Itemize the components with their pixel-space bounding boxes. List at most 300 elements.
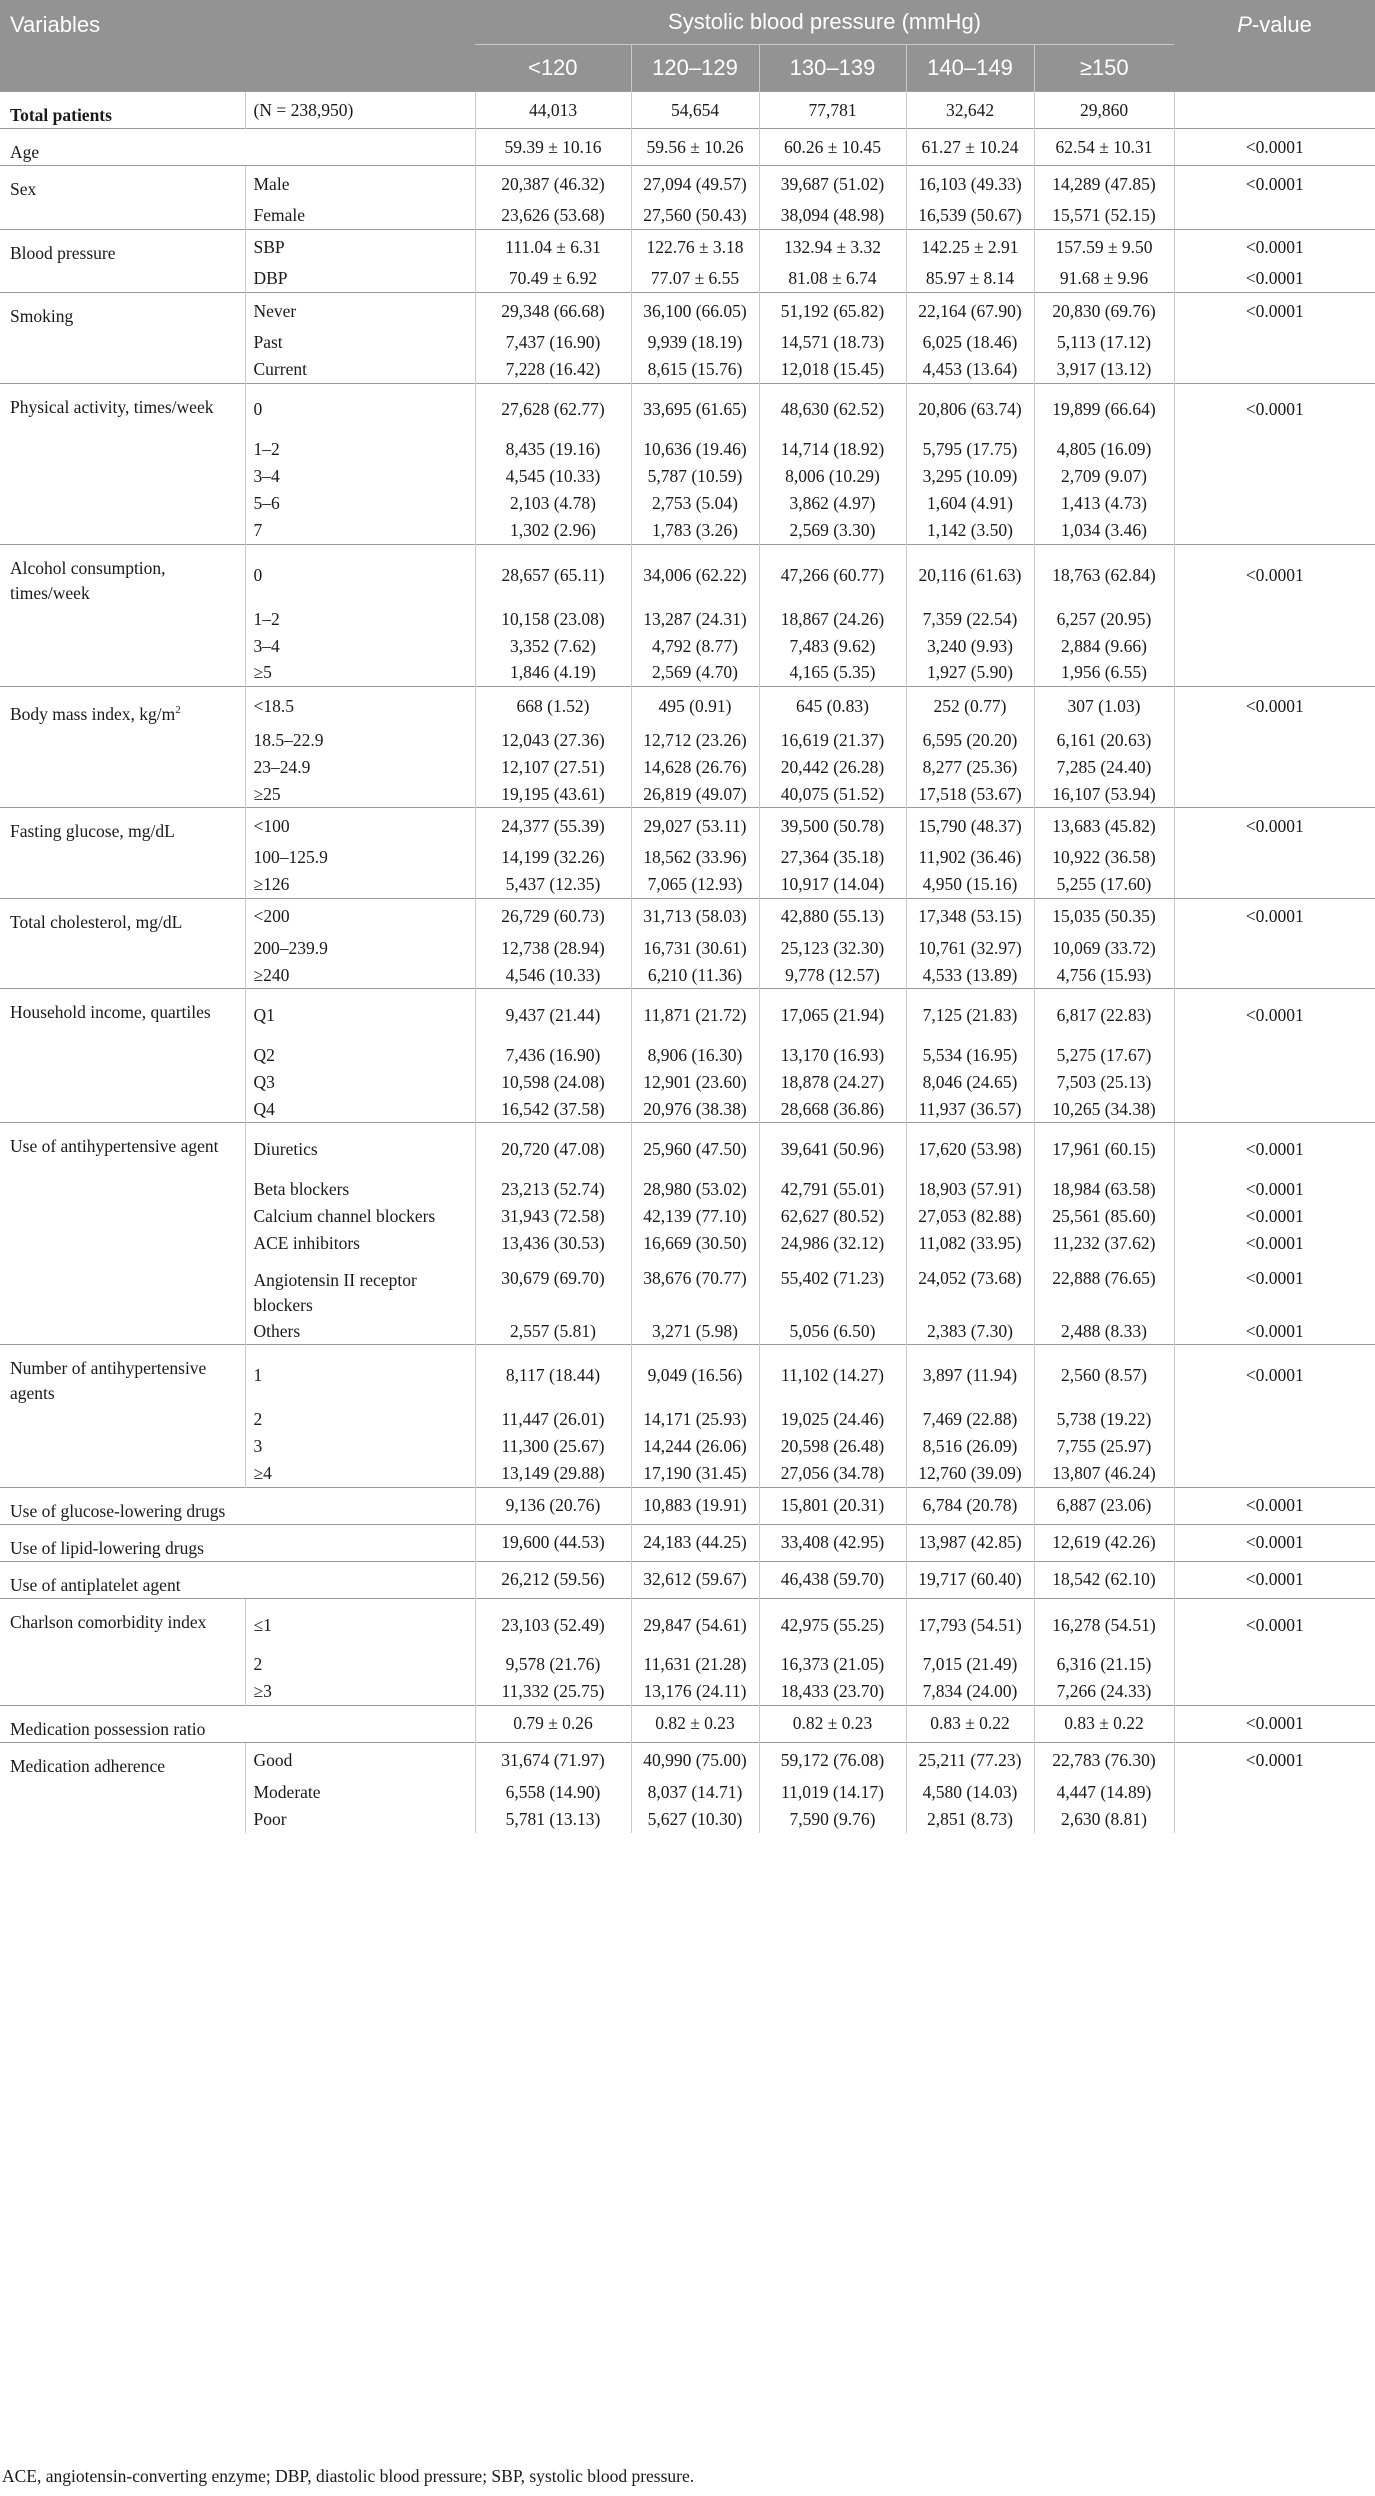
value-cell: 7,015 (21.49) bbox=[906, 1651, 1034, 1678]
subcategory-label: ≥25 bbox=[245, 781, 475, 808]
table-row bbox=[0, 660, 1375, 687]
variable-label bbox=[0, 266, 245, 293]
variable-label bbox=[0, 1742, 245, 1779]
table-row bbox=[0, 356, 1375, 383]
value-cell: 8,615 (15.76) bbox=[631, 356, 759, 383]
sbp-category-header: 140–149 bbox=[906, 45, 1034, 92]
value-cell: 11,019 (14.17) bbox=[759, 1779, 906, 1806]
value-cell: 9,939 (18.19) bbox=[631, 329, 759, 356]
value-cell: 6,161 (20.63) bbox=[1034, 727, 1174, 754]
variable-label bbox=[0, 1779, 245, 1806]
value-cell: 16,107 (53.94) bbox=[1034, 781, 1174, 808]
subcategory-label: 23–24.9 bbox=[245, 754, 475, 781]
value-cell: 31,713 (58.03) bbox=[631, 898, 759, 935]
variable-label bbox=[0, 517, 245, 544]
value-cell: 13,176 (24.11) bbox=[631, 1678, 759, 1705]
p-value-cell bbox=[1174, 844, 1375, 871]
value-cell: 28,668 (36.86) bbox=[759, 1096, 906, 1123]
value-cell: 18,867 (24.26) bbox=[759, 606, 906, 633]
value-cell: 85.97 ± 8.14 bbox=[906, 266, 1034, 293]
table-row bbox=[0, 92, 1375, 129]
subcategory-label: 2 bbox=[245, 1406, 475, 1433]
value-cell: 17,190 (31.45) bbox=[631, 1460, 759, 1487]
value-cell: 15,571 (52.15) bbox=[1034, 202, 1174, 229]
subcategory-label: ≥126 bbox=[245, 871, 475, 898]
subcategory-label: Angiotensin II receptor blockers bbox=[245, 1257, 475, 1318]
p-value-cell bbox=[1174, 517, 1375, 544]
value-cell: 8,117 (18.44) bbox=[475, 1345, 631, 1407]
p-value-cell: <0.0001 bbox=[1174, 229, 1375, 266]
variable-label bbox=[0, 989, 245, 1042]
value-cell: 9,578 (21.76) bbox=[475, 1651, 631, 1678]
value-cell: 9,136 (20.76) bbox=[475, 1487, 631, 1524]
variable-label bbox=[0, 1598, 245, 1651]
sbp-group-header: Systolic blood pressure (mmHg) bbox=[475, 0, 1174, 45]
p-letter: P bbox=[1237, 12, 1252, 37]
subcategory-label: Current bbox=[245, 356, 475, 383]
value-cell: 11,937 (36.57) bbox=[906, 1096, 1034, 1123]
variable-label bbox=[0, 606, 245, 633]
p-value-cell: <0.0001 bbox=[1174, 1318, 1375, 1345]
table-row bbox=[0, 517, 1375, 544]
value-cell: 9,437 (21.44) bbox=[475, 989, 631, 1042]
table-row bbox=[0, 1524, 1375, 1561]
value-cell: 62.54 ± 10.31 bbox=[1034, 129, 1174, 166]
variable-label bbox=[0, 1651, 245, 1678]
value-cell: 10,265 (34.38) bbox=[1034, 1096, 1174, 1123]
value-cell: 1,956 (6.55) bbox=[1034, 660, 1174, 687]
value-cell: 31,674 (71.97) bbox=[475, 1742, 631, 1779]
value-cell: 12,043 (27.36) bbox=[475, 727, 631, 754]
value-cell: 18,878 (24.27) bbox=[759, 1069, 906, 1096]
value-cell: 7,755 (25.97) bbox=[1034, 1433, 1174, 1460]
value-cell: 10,761 (32.97) bbox=[906, 935, 1034, 962]
value-cell: 42,139 (77.10) bbox=[631, 1203, 759, 1230]
value-cell: 29,860 bbox=[1034, 92, 1174, 129]
value-cell: 0.83 ± 0.22 bbox=[1034, 1705, 1174, 1742]
value-cell: 7,065 (12.93) bbox=[631, 871, 759, 898]
p-value-cell bbox=[1174, 871, 1375, 898]
value-cell: 5,627 (10.30) bbox=[631, 1806, 759, 1833]
value-cell: 10,636 (19.46) bbox=[631, 436, 759, 463]
variable-text: Age bbox=[10, 142, 40, 162]
p-value-cell bbox=[1174, 1460, 1375, 1487]
value-cell: 13,287 (24.31) bbox=[631, 606, 759, 633]
value-cell: 1,142 (3.50) bbox=[906, 517, 1034, 544]
value-cell: 7,266 (24.33) bbox=[1034, 1678, 1174, 1705]
variable-label bbox=[0, 544, 245, 606]
value-cell: 28,657 (65.11) bbox=[475, 544, 631, 606]
value-cell: 4,580 (14.03) bbox=[906, 1779, 1034, 1806]
value-cell: 61.27 ± 10.24 bbox=[906, 129, 1034, 166]
p-value-cell: <0.0001 bbox=[1174, 1176, 1375, 1203]
variable-label bbox=[0, 129, 475, 166]
value-cell: 27,560 (50.43) bbox=[631, 202, 759, 229]
value-cell: 81.08 ± 6.74 bbox=[759, 266, 906, 293]
p-value-cell bbox=[1174, 329, 1375, 356]
value-cell: 42,791 (55.01) bbox=[759, 1176, 906, 1203]
p-value-cell bbox=[1174, 606, 1375, 633]
subcategory-label: 1–2 bbox=[245, 606, 475, 633]
table-row bbox=[0, 1651, 1375, 1678]
value-cell: 22,783 (76.30) bbox=[1034, 1742, 1174, 1779]
p-value-cell bbox=[1174, 436, 1375, 463]
variable-label bbox=[0, 463, 245, 490]
variable-text: Medication possession ratio bbox=[10, 1718, 206, 1739]
variable-text: Total patients bbox=[10, 105, 112, 125]
variable-label bbox=[0, 871, 245, 898]
p-value-cell bbox=[1174, 727, 1375, 754]
p-value-cell bbox=[1174, 1651, 1375, 1678]
sbp-category-header: ≥150 bbox=[1034, 45, 1174, 92]
subcategory-label: 18.5–22.9 bbox=[245, 727, 475, 754]
value-cell: 29,348 (66.68) bbox=[475, 293, 631, 330]
variable-label bbox=[0, 329, 245, 356]
table-row bbox=[0, 383, 1375, 436]
variable-label bbox=[0, 436, 245, 463]
value-cell: 3,295 (10.09) bbox=[906, 463, 1034, 490]
subcategory-label: 7 bbox=[245, 517, 475, 544]
p-value-cell bbox=[1174, 1779, 1375, 1806]
value-cell: 1,302 (2.96) bbox=[475, 517, 631, 544]
p-value-cell: <0.0001 bbox=[1174, 1123, 1375, 1176]
subcategory-label: Good bbox=[245, 1742, 475, 1779]
value-cell: 38,094 (48.98) bbox=[759, 202, 906, 229]
subcategory-label: 5–6 bbox=[245, 490, 475, 517]
value-cell: 22,888 (76.65) bbox=[1034, 1257, 1174, 1318]
value-cell: 2,488 (8.33) bbox=[1034, 1318, 1174, 1345]
table-row bbox=[0, 1406, 1375, 1433]
variable-label bbox=[0, 1230, 245, 1257]
variable-text: Sex bbox=[10, 179, 37, 199]
value-cell: 4,545 (10.33) bbox=[475, 463, 631, 490]
variable-label bbox=[0, 1042, 245, 1069]
variable-text: Smoking bbox=[10, 306, 74, 326]
value-cell: 2,383 (7.30) bbox=[906, 1318, 1034, 1345]
variable-label bbox=[0, 1487, 475, 1524]
value-cell: 17,348 (53.15) bbox=[906, 898, 1034, 935]
variable-text: Body mass index, kg/m bbox=[10, 703, 176, 724]
value-cell: 23,213 (52.74) bbox=[475, 1176, 631, 1203]
variable-label bbox=[0, 962, 245, 989]
p-value-cell bbox=[1174, 202, 1375, 229]
p-value-cell: <0.0001 bbox=[1174, 687, 1375, 727]
value-cell: 307 (1.03) bbox=[1034, 687, 1174, 727]
value-cell: 8,037 (14.71) bbox=[631, 1779, 759, 1806]
value-cell: 39,687 (51.02) bbox=[759, 166, 906, 203]
value-cell: 23,103 (52.49) bbox=[475, 1598, 631, 1651]
variable-label bbox=[0, 754, 245, 781]
variable-text: Use of antiplatelet agent bbox=[10, 1574, 181, 1595]
variable-label bbox=[0, 356, 245, 383]
value-cell: 40,990 (75.00) bbox=[631, 1742, 759, 1779]
table-row bbox=[0, 329, 1375, 356]
variable-text: Blood pressure bbox=[10, 242, 116, 263]
value-cell: 59.39 ± 10.16 bbox=[475, 129, 631, 166]
value-cell: 5,056 (6.50) bbox=[759, 1318, 906, 1345]
value-cell: 1,034 (3.46) bbox=[1034, 517, 1174, 544]
value-cell: 19,600 (44.53) bbox=[475, 1524, 631, 1561]
subcategory-label: SBP bbox=[245, 229, 475, 266]
variable-text: Use of antihypertensive agent bbox=[10, 1136, 219, 1157]
table-body bbox=[0, 92, 1375, 1833]
table-footnote: ACE, angiotensin-converting enzyme; DBP, diastolic blood pressure; SBP, systolic blood pressure. bbox=[2, 2466, 695, 2486]
p-value-cell: <0.0001 bbox=[1174, 166, 1375, 203]
value-cell: 18,984 (63.58) bbox=[1034, 1176, 1174, 1203]
value-cell: 142.25 ± 2.91 bbox=[906, 229, 1034, 266]
subcategory-label: <200 bbox=[245, 898, 475, 935]
table-row bbox=[0, 1318, 1375, 1345]
value-cell: 11,232 (37.62) bbox=[1034, 1230, 1174, 1257]
value-cell: 1,604 (4.91) bbox=[906, 490, 1034, 517]
value-cell: 25,211 (77.23) bbox=[906, 1742, 1034, 1779]
value-cell: 20,598 (26.48) bbox=[759, 1433, 906, 1460]
value-cell: 7,469 (22.88) bbox=[906, 1406, 1034, 1433]
p-value-cell bbox=[1174, 754, 1375, 781]
value-cell: 252 (0.77) bbox=[906, 687, 1034, 727]
value-cell: 12,018 (15.45) bbox=[759, 356, 906, 383]
p-suffix: -value bbox=[1251, 12, 1312, 37]
value-cell: 16,669 (30.50) bbox=[631, 1230, 759, 1257]
value-cell: 33,695 (61.65) bbox=[631, 383, 759, 436]
value-cell: 24,377 (55.39) bbox=[475, 808, 631, 845]
table-row bbox=[0, 1742, 1375, 1779]
value-cell: 2,851 (8.73) bbox=[906, 1806, 1034, 1833]
p-value-cell: <0.0001 bbox=[1174, 383, 1375, 436]
variable-text: Total cholesterol, mg/dL bbox=[10, 911, 183, 932]
value-cell: 2,569 (4.70) bbox=[631, 660, 759, 687]
value-cell: 0.82 ± 0.23 bbox=[759, 1705, 906, 1742]
value-cell: 5,738 (19.22) bbox=[1034, 1406, 1174, 1433]
variable-text: Physical activity, times/week bbox=[10, 396, 214, 417]
value-cell: 8,906 (16.30) bbox=[631, 1042, 759, 1069]
value-cell: 8,046 (24.65) bbox=[906, 1069, 1034, 1096]
variable-label bbox=[0, 898, 245, 935]
p-value-cell bbox=[1174, 463, 1375, 490]
subcategory-label: Poor bbox=[245, 1806, 475, 1833]
value-cell: 33,408 (42.95) bbox=[759, 1524, 906, 1561]
p-value-cell: <0.0001 bbox=[1174, 1705, 1375, 1742]
value-cell: 16,278 (54.51) bbox=[1034, 1598, 1174, 1651]
value-cell: 13,149 (29.88) bbox=[475, 1460, 631, 1487]
value-cell: 39,500 (50.78) bbox=[759, 808, 906, 845]
value-cell: 3,897 (11.94) bbox=[906, 1345, 1034, 1407]
value-cell: 3,240 (9.93) bbox=[906, 633, 1034, 660]
value-cell: 42,880 (55.13) bbox=[759, 898, 906, 935]
value-cell: 12,738 (28.94) bbox=[475, 935, 631, 962]
value-cell: 77,781 bbox=[759, 92, 906, 129]
table-row bbox=[0, 1598, 1375, 1651]
variable-label bbox=[0, 490, 245, 517]
value-cell: 1,413 (4.73) bbox=[1034, 490, 1174, 517]
value-cell: 4,447 (14.89) bbox=[1034, 1779, 1174, 1806]
variables-header: Variables bbox=[0, 0, 475, 92]
value-cell: 10,917 (14.04) bbox=[759, 871, 906, 898]
p-value-cell bbox=[1174, 1433, 1375, 1460]
table-row bbox=[0, 1042, 1375, 1069]
variable-label bbox=[0, 1123, 245, 1176]
variable-label bbox=[0, 1561, 475, 1598]
value-cell: 2,560 (8.57) bbox=[1034, 1345, 1174, 1407]
value-cell: 495 (0.91) bbox=[631, 687, 759, 727]
variable-label bbox=[0, 727, 245, 754]
subcategory-label: ≤1 bbox=[245, 1598, 475, 1651]
value-cell: 5,787 (10.59) bbox=[631, 463, 759, 490]
value-cell: 16,731 (30.61) bbox=[631, 935, 759, 962]
variable-label bbox=[0, 1318, 245, 1345]
p-value-cell: <0.0001 bbox=[1174, 1230, 1375, 1257]
value-cell: 16,542 (37.58) bbox=[475, 1096, 631, 1123]
p-value-cell bbox=[1174, 490, 1375, 517]
value-cell: 51,192 (65.82) bbox=[759, 293, 906, 330]
table-row bbox=[0, 1705, 1375, 1742]
value-cell: 1,783 (3.26) bbox=[631, 517, 759, 544]
p-value-cell bbox=[1174, 1069, 1375, 1096]
value-cell: 11,447 (26.01) bbox=[475, 1406, 631, 1433]
variable-label bbox=[0, 1524, 475, 1561]
table-row bbox=[0, 989, 1375, 1042]
value-cell: 48,630 (62.52) bbox=[759, 383, 906, 436]
table-row bbox=[0, 544, 1375, 606]
p-value-cell bbox=[1174, 1406, 1375, 1433]
value-cell: 26,819 (49.07) bbox=[631, 781, 759, 808]
table-row bbox=[0, 490, 1375, 517]
subcategory-label: <18.5 bbox=[245, 687, 475, 727]
value-cell: 668 (1.52) bbox=[475, 687, 631, 727]
value-cell: 16,619 (21.37) bbox=[759, 727, 906, 754]
variable-label bbox=[0, 1345, 245, 1407]
value-cell: 4,756 (15.93) bbox=[1034, 962, 1174, 989]
p-value-cell bbox=[1174, 1096, 1375, 1123]
subcategory-label: ≥4 bbox=[245, 1460, 475, 1487]
table-row bbox=[0, 1460, 1375, 1487]
value-cell: 19,899 (66.64) bbox=[1034, 383, 1174, 436]
value-cell: 5,795 (17.75) bbox=[906, 436, 1034, 463]
variable-text: Household income, quartiles bbox=[10, 1002, 211, 1023]
value-cell: 11,631 (21.28) bbox=[631, 1651, 759, 1678]
subcategory-label: Beta blockers bbox=[245, 1176, 475, 1203]
value-cell: 18,763 (62.84) bbox=[1034, 544, 1174, 606]
value-cell: 0.83 ± 0.22 bbox=[906, 1705, 1034, 1742]
value-cell: 8,006 (10.29) bbox=[759, 463, 906, 490]
subcategory-label: 0 bbox=[245, 544, 475, 606]
variable-label bbox=[0, 1678, 245, 1705]
value-cell: 7,483 (9.62) bbox=[759, 633, 906, 660]
variable-label bbox=[0, 687, 245, 727]
variable-label bbox=[0, 808, 245, 845]
p-value-cell: <0.0001 bbox=[1174, 1203, 1375, 1230]
value-cell: 28,980 (53.02) bbox=[631, 1176, 759, 1203]
table-row bbox=[0, 1433, 1375, 1460]
value-cell: 20,976 (38.38) bbox=[631, 1096, 759, 1123]
value-cell: 16,373 (21.05) bbox=[759, 1651, 906, 1678]
value-cell: 10,158 (23.08) bbox=[475, 606, 631, 633]
value-cell: 22,164 (67.90) bbox=[906, 293, 1034, 330]
value-cell: 4,792 (8.77) bbox=[631, 633, 759, 660]
variable-text: Alcohol consumption, times/week bbox=[10, 557, 166, 603]
value-cell: 70.49 ± 6.92 bbox=[475, 266, 631, 293]
p-value-cell bbox=[1174, 962, 1375, 989]
value-cell: 32,612 (59.67) bbox=[631, 1561, 759, 1598]
value-cell: 15,035 (50.35) bbox=[1034, 898, 1174, 935]
value-cell: 157.59 ± 9.50 bbox=[1034, 229, 1174, 266]
variable-label bbox=[0, 660, 245, 687]
value-cell: 26,729 (60.73) bbox=[475, 898, 631, 935]
value-cell: 14,714 (18.92) bbox=[759, 436, 906, 463]
table-row bbox=[0, 808, 1375, 845]
p-value-cell: <0.0001 bbox=[1174, 1742, 1375, 1779]
p-value-cell: <0.0001 bbox=[1174, 898, 1375, 935]
value-cell: 17,518 (53.67) bbox=[906, 781, 1034, 808]
variable-label bbox=[0, 383, 245, 436]
subcategory-label: Moderate bbox=[245, 1779, 475, 1806]
value-cell: 39,641 (50.96) bbox=[759, 1123, 906, 1176]
value-cell: 36,100 (66.05) bbox=[631, 293, 759, 330]
value-cell: 122.76 ± 3.18 bbox=[631, 229, 759, 266]
variable-label bbox=[0, 1460, 245, 1487]
subcategory-label: Female bbox=[245, 202, 475, 229]
subcategory-label: DBP bbox=[245, 266, 475, 293]
table-row bbox=[0, 1176, 1375, 1203]
value-cell: 3,352 (7.62) bbox=[475, 633, 631, 660]
subcategory-label: Q1 bbox=[245, 989, 475, 1042]
value-cell: 47,266 (60.77) bbox=[759, 544, 906, 606]
value-cell: 7,359 (22.54) bbox=[906, 606, 1034, 633]
p-value-cell bbox=[1174, 633, 1375, 660]
subcategory-label: 3 bbox=[245, 1433, 475, 1460]
variable-label bbox=[0, 1806, 245, 1833]
value-cell: 1,846 (4.19) bbox=[475, 660, 631, 687]
value-cell: 8,435 (19.16) bbox=[475, 436, 631, 463]
subcategory-label: 1–2 bbox=[245, 436, 475, 463]
value-cell: 17,961 (60.15) bbox=[1034, 1123, 1174, 1176]
value-cell: 1,927 (5.90) bbox=[906, 660, 1034, 687]
p-value-cell bbox=[1174, 1042, 1375, 1069]
variable-label bbox=[0, 1705, 475, 1742]
p-value-cell: <0.0001 bbox=[1174, 1598, 1375, 1651]
table-row bbox=[0, 687, 1375, 727]
value-cell: 645 (0.83) bbox=[759, 687, 906, 727]
p-value-cell: <0.0001 bbox=[1174, 1257, 1375, 1318]
value-cell: 6,595 (20.20) bbox=[906, 727, 1034, 754]
p-value-cell: <0.0001 bbox=[1174, 293, 1375, 330]
table-row bbox=[0, 1779, 1375, 1806]
value-cell: 6,558 (14.90) bbox=[475, 1779, 631, 1806]
table-row bbox=[0, 463, 1375, 490]
value-cell: 20,442 (26.28) bbox=[759, 754, 906, 781]
value-cell: 25,960 (47.50) bbox=[631, 1123, 759, 1176]
value-cell: 44,013 bbox=[475, 92, 631, 129]
value-cell: 8,277 (25.36) bbox=[906, 754, 1034, 781]
value-cell: 59,172 (76.08) bbox=[759, 1742, 906, 1779]
subcategory-label: ≥240 bbox=[245, 962, 475, 989]
p-value-cell bbox=[1174, 935, 1375, 962]
value-cell: 34,006 (62.22) bbox=[631, 544, 759, 606]
value-cell: 12,901 (23.60) bbox=[631, 1069, 759, 1096]
subcategory-label: 200–239.9 bbox=[245, 935, 475, 962]
variable-text: Number of antihypertensive agents bbox=[10, 1358, 207, 1404]
subcategory-label: Q4 bbox=[245, 1096, 475, 1123]
value-cell: 19,025 (24.46) bbox=[759, 1406, 906, 1433]
value-cell: 4,546 (10.33) bbox=[475, 962, 631, 989]
value-cell: 18,433 (23.70) bbox=[759, 1678, 906, 1705]
subcategory-label: Diuretics bbox=[245, 1123, 475, 1176]
value-cell: 13,436 (30.53) bbox=[475, 1230, 631, 1257]
value-cell: 7,436 (16.90) bbox=[475, 1042, 631, 1069]
value-cell: 9,778 (12.57) bbox=[759, 962, 906, 989]
variable-label bbox=[0, 1176, 245, 1203]
value-cell: 27,053 (82.88) bbox=[906, 1203, 1034, 1230]
